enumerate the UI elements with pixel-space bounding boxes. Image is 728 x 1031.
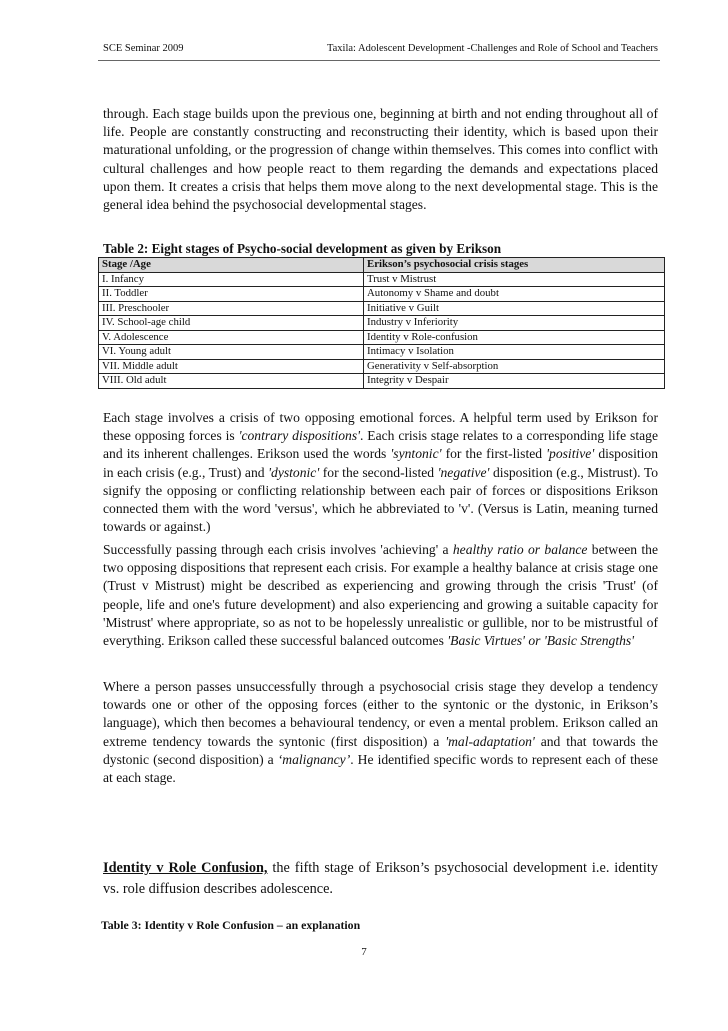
table3-caption: Table 3: Identity v Role Confusion – an explanation — [101, 918, 361, 932]
crisis-cell: Intimacy v Isolation — [364, 345, 665, 360]
italic-term: 'negative' — [437, 464, 490, 480]
crisis-cell: Trust v Mistrust — [364, 272, 665, 287]
text-run: . Each crisis stage relates to a corresponding life stage and its inherent challenges. Erikson used the words — [103, 428, 658, 462]
header-rule — [98, 60, 660, 61]
stage-cell: VII. Middle adult — [99, 359, 364, 374]
table-header-row — [99, 258, 665, 273]
erikson-stages-table — [98, 257, 665, 389]
header-right: Taxila: Adolescent Development -Challenges and Role of School and Teachers — [326, 43, 658, 54]
table-row — [99, 287, 665, 302]
paragraph-stages-intro: through. Each stage builds upon the previous one, beginning at birth and not ending throughout all of life. People are constantly constructing and reconstructing their identity, which is based upon their maturational unfolding, or the progression of change within themselves. This comes into conflict with cultural challenges and how people react to them regarding the demands and expectations placed upon them. It creates a crisis that helps them move along to the next developmental stage. This is the general idea behind the psychosocial developmental stages. — [103, 106, 658, 213]
text-run: Successfully passing through each crisis involves 'achieving' a — [103, 542, 453, 557]
text-run: Each stage involves a crisis of two opposing emotional forces. A helpful term used by Erikson for these opposing forces is — [103, 410, 658, 444]
column-header-stage: Stage /Age — [99, 258, 364, 273]
stage-cell: V. Adolescence — [99, 330, 364, 345]
table-row — [99, 272, 665, 287]
text-run: . He identified specific words to represent each of these at each stage. — [103, 751, 658, 786]
italic-term: 'contrary dispositions' — [238, 428, 361, 444]
italic-term: 'Basic Virtues' or 'Basic Strengths' — [447, 633, 635, 649]
text-run: disposition in each crisis (e.g., Trust) and — [103, 446, 658, 480]
table-row — [99, 301, 665, 316]
italic-term: 'positive' — [546, 446, 595, 462]
text-run: and that towards the dystonic (second disposition) a — [103, 733, 658, 767]
italic-term: 'mal-adaptation' — [445, 733, 535, 749]
table-row — [99, 316, 665, 331]
table-row — [99, 345, 665, 360]
text-run: for the first-listed — [441, 446, 547, 462]
crisis-cell: Identity v Role-confusion — [364, 330, 665, 345]
stage-cell: VIII. Old adult — [99, 374, 364, 389]
text-run: for the second-listed — [319, 464, 438, 480]
paragraph-identity-role-confusion — [103, 858, 658, 900]
table2-caption: Table 2: Eight stages of Psycho-social development as given by Erikson — [103, 241, 502, 256]
paragraph-maladaptation — [103, 678, 658, 787]
italic-term: healthy ratio or balance — [452, 542, 588, 557]
section-heading: Identity v Role Confusion, — [103, 860, 268, 876]
header-left: SCE Seminar 2009 — [103, 43, 184, 54]
stage-cell: III. Preschooler — [99, 301, 364, 316]
crisis-cell: Generativity v Self-absorption — [364, 359, 665, 374]
table-row — [99, 359, 665, 374]
italic-term: 'syntonic' — [390, 446, 442, 462]
stage-cell: II. Toddler — [99, 287, 364, 302]
paragraph-healthy-balance — [103, 541, 658, 650]
italic-term: ‘malignancy’ — [277, 751, 351, 767]
paragraph-contrary-dispositions — [103, 409, 658, 536]
crisis-cell: Integrity v Despair — [364, 374, 665, 389]
stage-cell: VI. Young adult — [99, 345, 364, 360]
text-run: disposition (e.g., Mistrust). To signify the opposing or conflicting relationship between each pair of forces or dispositions Erikson connected them with the word 'versus', which he abbreviated to 'v'. (Versus is Latin, meaning turned towards or against.) — [103, 464, 658, 535]
italic-term: 'dystonic' — [268, 464, 320, 480]
page-number: 7 — [361, 946, 367, 958]
table-row — [99, 374, 665, 389]
crisis-cell: Autonomy v Shame and doubt — [364, 287, 665, 302]
table-row — [99, 330, 665, 345]
column-header-crisis: Erikson’s psychosocial crisis stages — [364, 258, 665, 273]
stage-cell: IV. School-age child — [99, 316, 364, 331]
text-run: the fifth stage of Erikson’s psychosocial development i.e. identity vs. role diffusion describes adolescence. — [103, 860, 658, 897]
text-run: between the two opposing dispositions that represent each crisis. For example a healthy balance at crisis stage one (Trust v Mistrust) might be described as experiencing and growing through the crisis 'Trust' (of people, life and one's future development) and also experiencing and growing a suitable capacity for 'Mistrust' where appropriate, so as not to be hopelessly unrealistic or gullible, nor to be mistrustful of everything. Erikson called these successful balanced outcomes — [103, 542, 658, 649]
stage-cell: I. Infancy — [99, 272, 364, 287]
crisis-cell: Industry v Inferiority — [364, 316, 665, 331]
text-run: Where a person passes unsuccessfully through a psychosocial crisis stage they develop a tendency towards one or other of the opposing forces (either to the syntonic or the dystonic, in Erikson’s language), which then becomes a behavioural tendency, or even a mental problem. Erikson called an extreme tendency towards the syntonic (first disposition) a — [103, 679, 658, 749]
crisis-cell: Initiative v Guilt — [364, 301, 665, 316]
